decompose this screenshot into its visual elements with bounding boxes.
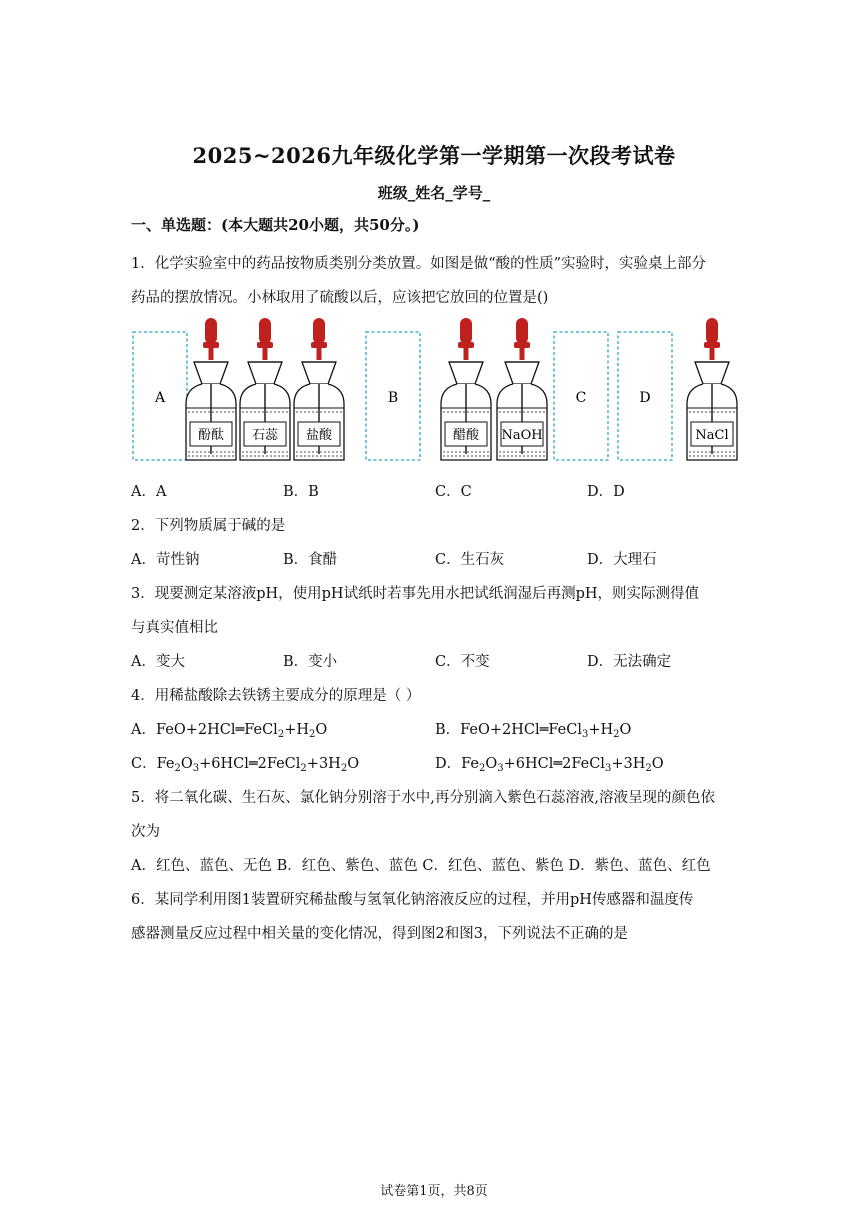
q6-stem-line2: 感器测量反应过程中相关量的变化情况，得到图2和图3，下列说法不正确的是 [131,926,628,942]
q3-stem-line2: 与真实值相比 [131,620,218,636]
q2-stem: 2．下列物质属于碱的是 [131,518,286,534]
slot-label: D [639,390,651,406]
bottle-label: NaCl [695,428,729,443]
q3-option-d[interactable]: D．无法确定 [587,654,672,670]
q4-stem: 4．用稀盐酸除去铁锈主要成分的原理是（ ） [131,688,421,704]
q3-option-a[interactable]: A．变大 [131,654,185,670]
student-info-line: 班级_姓名_学号_ [377,184,491,202]
bottle-label: 酚酞 [197,428,225,443]
q4-option-d[interactable]: D．$Fe_2O_3+6HCl═2FeCl_3+3H_2O$ [435,756,664,774]
q1-option-d[interactable]: D．D [587,484,625,500]
q1-stem-line1: 1．化学实验室中的药品按物质类别分类放置。如图是做“酸的性质”实验时，实验桌上部分 [131,256,707,272]
section-heading: 一、单选题：(本大题共20小题，共50分。) [131,216,420,234]
q1-option-c[interactable]: C．C [435,484,472,500]
q2-option-a[interactable]: A．苛性钠 [131,552,200,568]
q1-reagent-shelf-figure [128,312,740,468]
q4-option-b[interactable]: B．$FeO+2HCl═FeCl_3+H_2O$ [435,722,632,740]
slot-c [554,332,608,460]
dropper-bottle [497,318,547,460]
slot-a [133,332,187,460]
page-title: 2025~2026九年级化学第一学期第一次段考试卷 [192,143,676,168]
page-footer: 试卷第1页，共8页 [380,1184,488,1199]
q5-stem-line2: 次为 [131,824,160,840]
q5-stem-line1: 5．将二氧化碳、生石灰、氯化钠分别溶于水中,再分别滴入紫色石蕊溶液,溶液呈现的颜色依 [131,790,715,806]
q1-option-a[interactable]: A．A [131,484,167,500]
q5-options[interactable]: A．红色、蓝色、无色 B．红色、紫色、蓝色 C．红色、蓝色、紫色 D．紫色、蓝色、红色 [131,858,711,874]
bottle-label: 盐酸 [305,428,333,443]
q3-option-b[interactable]: B．变小 [283,654,338,670]
q1-stem-line2: 药品的摆放情况。小林取用了硫酸以后，应该把它放回的位置是() [131,290,549,306]
q2-option-c[interactable]: C．生石灰 [435,552,505,568]
dropper-bottle [186,318,236,460]
dropper-bottle [687,318,737,460]
q1-option-b[interactable]: B．B [283,484,319,500]
q4-option-a[interactable]: A．$FeO+2HCl═FeCl_2+H_2O$ [131,722,328,740]
bottle-label: NaOH [501,428,543,443]
slot-d [618,332,672,460]
dropper-bottle [441,318,491,460]
q4-option-c[interactable]: C．$Fe_2O_3+6HCl═2FeCl_2+3H_2O$ [131,756,360,774]
slot-label: C [575,390,587,406]
q3-stem-line1: 3．现要测定某溶液pH，使用pH试纸时若事先用水把试纸润湿后再测pH，则实际测得值 [131,586,700,602]
q2-option-d[interactable]: D．大理石 [587,552,657,568]
q6-stem-line1: 6．某同学利用图1装置研究稀盐酸与氢氧化钠溶液反应的过程，并用pH传感器和温度传 [131,892,694,908]
dropper-bottle [240,318,290,460]
q2-option-b[interactable]: B．食醋 [283,552,338,568]
q3-option-c[interactable]: C．不变 [435,654,490,670]
slot-b [366,332,420,460]
bottle-label: 醋酸 [452,428,480,443]
slot-label: A [154,390,166,406]
slot-label: B [387,390,399,406]
dropper-bottle [294,318,344,460]
bottle-label: 石蕊 [251,428,279,443]
